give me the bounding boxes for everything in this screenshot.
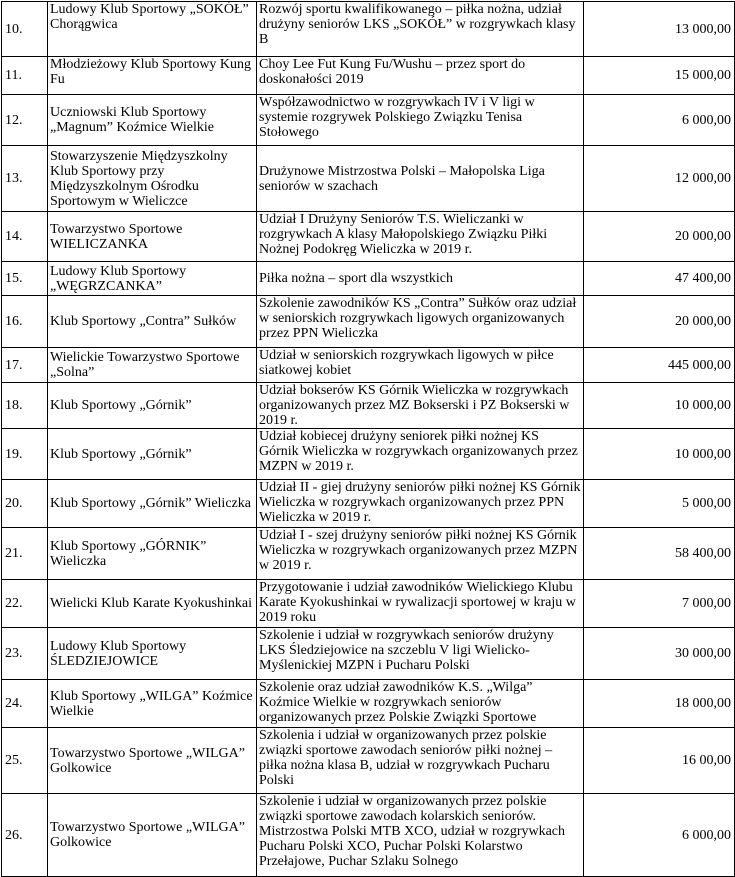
grant-amount: 10 000,00: [584, 383, 735, 429]
club-name: Towarzystwo Sportowe „WILGA” Golkowice: [48, 728, 257, 794]
grant-amount: 12 000,00: [584, 146, 735, 212]
club-name: Ludowy Klub Sportowy „WĘGRZCANKA”: [48, 262, 257, 296]
row-number: 20.: [2, 480, 48, 528]
task-description: Udział I Drużyny Seniorów T.S. Wieliczanki w rozgrywkach A klasy Małopolskiego Związku Piłki Nożnej Podokręg Wieliczka w 2019 r.: [257, 212, 584, 262]
task-description: Udział bokserów KS Górnik Wieliczka w rozgrywkach organizowanych przez MZ Bokserski i PZ Bokserski w 2019 r.: [257, 383, 584, 429]
table-row: [2, 728, 735, 794]
table-row: [2, 628, 735, 680]
table-row: [2, 57, 735, 95]
grant-amount: 16 00,00: [584, 728, 735, 794]
club-name: Klub Sportowy „GÓRNIK” Wieliczka: [48, 528, 257, 580]
task-description: Udział II - giej drużyny seniorów piłki nożnej KS Górnik Wieliczka w rozgrywkach organizowanych przez PPN Wieliczka w 2019 r.: [257, 480, 584, 528]
table-row: [2, 262, 735, 296]
club-name: Klub Sportowy „Górnik”: [48, 429, 257, 480]
club-name: Wielicki Klub Karate Kyokushinkai: [48, 580, 257, 628]
table-row: [2, 383, 735, 429]
club-name: Wielickie Towarzystwo Sportowe „Solna”: [48, 348, 257, 383]
club-name: Klub Sportowy „Górnik”: [48, 383, 257, 429]
grant-amount: 13 000,00: [584, 2, 735, 57]
row-number: 14.: [2, 212, 48, 262]
grant-amount: 30 000,00: [584, 628, 735, 680]
row-number: 16.: [2, 296, 48, 348]
grant-amount: 58 400,00: [584, 528, 735, 580]
row-number: 19.: [2, 429, 48, 480]
task-description: Rozwój sportu kwalifikowanego – piłka nożna, udział drużyny seniorów LKS „SOKÓŁ” w rozgrywkach klasy B: [257, 2, 584, 57]
club-name: Klub Sportowy „WILGA” Koźmice Wielkie: [48, 680, 257, 728]
table-row: [2, 95, 735, 146]
club-name: Stowarzyszenie Międzyszkolny Klub Sportowy przy Międzyszkolnym Ośrodku Sportowym w Wieliczce: [48, 146, 257, 212]
task-description: Szkolenie i udział w organizowanych przez polskie związki sportowe zawodach kolarskich seniorów. Mistrzostwa Polski MTB XCO, udział w rozgrywkach Pucharu Polski XCO, Puchar Polski Kolarstwo Przełajowe, Puchar Szlaku Solnego: [257, 794, 584, 877]
row-number: 15.: [2, 262, 48, 296]
grant-amount: 5 000,00: [584, 480, 735, 528]
table-row: [2, 528, 735, 580]
table-row: [2, 212, 735, 262]
club-name: Ludowy Klub Sportowy ŚLEDZIEJOWICE: [48, 628, 257, 680]
grants-table: [1, 1, 735, 877]
grant-amount: 18 000,00: [584, 680, 735, 728]
table-row: [2, 580, 735, 628]
table-row: [2, 480, 735, 528]
task-description: Szkolenie i udział w rozgrywkach seniorów drużyny LKS Śledziejowice na szczeblu V ligi Wielicko-Myślenickiej MZPN i Pucharu Polski: [257, 628, 584, 680]
club-name: Klub Sportowy „Contra” Sułków: [48, 296, 257, 348]
row-number: 25.: [2, 728, 48, 794]
row-number: 22.: [2, 580, 48, 628]
task-description: Drużynowe Mistrzostwa Polski – Małopolska Liga seniorów w szachach: [257, 146, 584, 212]
row-number: 11.: [2, 57, 48, 95]
grant-amount: 10 000,00: [584, 429, 735, 480]
grant-amount: 15 000,00: [584, 57, 735, 95]
club-name: Towarzystwo Sportowe WIELICZANKA: [48, 212, 257, 262]
task-description: Współzawodnictwo w rozgrywkach IV i V ligi w systemie rozgrywek Polskiego Związku Tenisa Stołowego: [257, 95, 584, 146]
grant-amount: 7 000,00: [584, 580, 735, 628]
task-description: Udział I - szej drużyny seniorów piłki nożnej KS Górnik Wieliczka w rozgrywkach organizowanych przez MZPN w 2019 r.: [257, 528, 584, 580]
table-row: [2, 429, 735, 480]
task-description: Szkolenie zawodników KS „Contra” Sułków oraz udział w seniorskich rozgrywkach ligowych organizowanych przez PPN Wieliczka: [257, 296, 584, 348]
row-number: 13.: [2, 146, 48, 212]
club-name: Ludowy Klub Sportowy „SOKÓŁ” Chorągwica: [48, 2, 257, 57]
table-row: [2, 348, 735, 383]
grant-amount: 6 000,00: [584, 95, 735, 146]
club-name: Młodzieżowy Klub Sportowy Kung Fu: [48, 57, 257, 95]
task-description: Udział kobiecej drużyny seniorek piłki nożnej KS Górnik Wieliczka w rozgrywkach organizowanych przez MZPN w 2019 r.: [257, 429, 584, 480]
row-number: 10.: [2, 2, 48, 57]
row-number: 24.: [2, 680, 48, 728]
club-name: Uczniowski Klub Sportowy „Magnum” Koźmice Wielkie: [48, 95, 257, 146]
table-row: [2, 2, 735, 57]
table-row: [2, 680, 735, 728]
table-row: [2, 146, 735, 212]
club-name: Klub Sportowy „Górnik” Wieliczka: [48, 480, 257, 528]
grant-amount: 445 000,00: [584, 348, 735, 383]
task-description: Przygotowanie i udział zawodników Wielickiego Klubu Karate Kyokushinkai w rywalizacji sportowej w kraju w 2019 roku: [257, 580, 584, 628]
row-number: 23.: [2, 628, 48, 680]
task-description: Choy Lee Fut Kung Fu/Wushu – przez sport do doskonałości 2019: [257, 57, 584, 95]
row-number: 21.: [2, 528, 48, 580]
grant-amount: 6 000,00: [584, 794, 735, 877]
task-description: Szkolenia i udział w organizowanych przez polskie związki sportowe zawodach seniorów piłki nożnej – piłka nożna klasa B, udział w rozgrywkach Pucharu Polski: [257, 728, 584, 794]
grant-amount: 47 400,00: [584, 262, 735, 296]
grant-amount: 20 000,00: [584, 296, 735, 348]
task-description: Piłka nożna – sport dla wszystkich: [257, 262, 584, 296]
task-description: Udział w seniorskich rozgrywkach ligowych w piłce siatkowej kobiet: [257, 348, 584, 383]
table-row: [2, 296, 735, 348]
row-number: 26.: [2, 794, 48, 877]
task-description: Szkolenie oraz udział zawodników K.S. „Wilga” Koźmice Wielkie w rozgrywkach seniorów organizowanych przez Polskie Związki Sportowe: [257, 680, 584, 728]
grant-amount: 20 000,00: [584, 212, 735, 262]
table-row: [2, 794, 735, 877]
club-name: Towarzystwo Sportowe „WILGA” Golkowice: [48, 794, 257, 877]
row-number: 18.: [2, 383, 48, 429]
row-number: 12.: [2, 95, 48, 146]
row-number: 17.: [2, 348, 48, 383]
